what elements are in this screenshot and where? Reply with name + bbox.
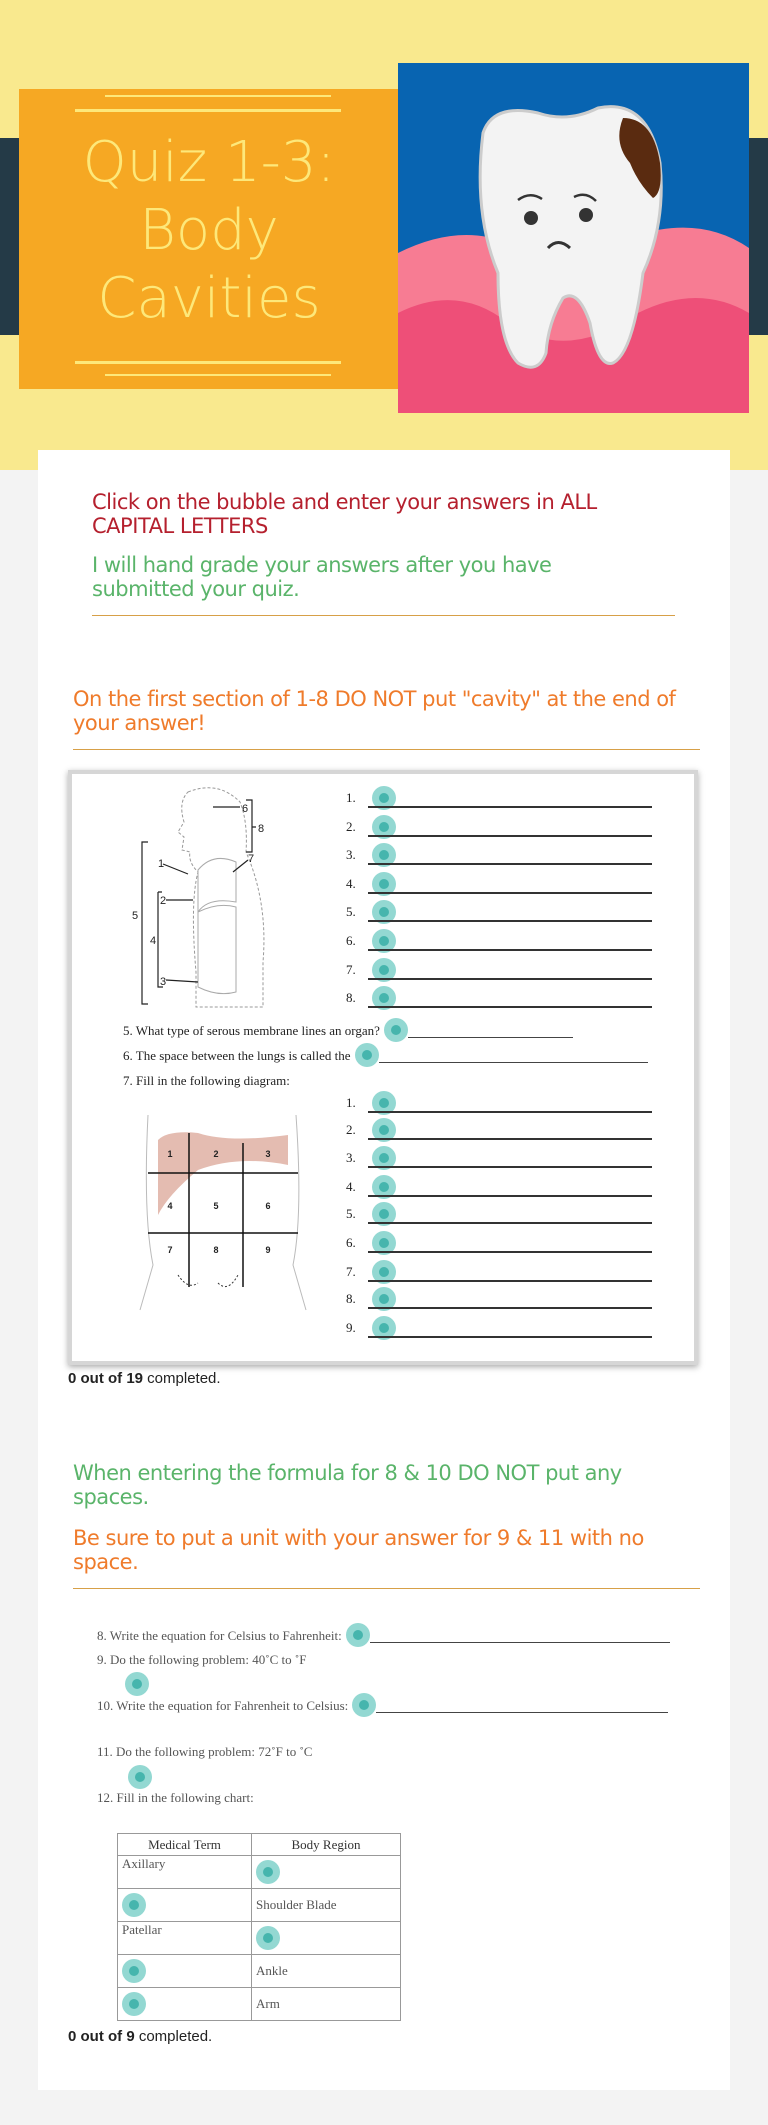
- answer-line: [376, 1712, 668, 1713]
- answer-line: [368, 835, 652, 837]
- answer-line: [368, 920, 652, 922]
- body-label: 4: [150, 935, 157, 947]
- answer-row: [68, 1148, 698, 1172]
- item-number: 1.: [346, 790, 356, 805]
- region-label: 4: [167, 1201, 173, 1211]
- answer-line: [368, 1195, 652, 1197]
- table-cell: [252, 1922, 401, 1955]
- item-number: 8.: [346, 1291, 356, 1306]
- item-number: 2.: [346, 1122, 356, 1137]
- title-rule: [105, 95, 331, 97]
- question-6-row: [123, 1043, 648, 1067]
- worksheet-temperature: [68, 1615, 698, 2015]
- worksheet-body-cavities: [68, 770, 698, 1365]
- question-5: 5. What type of serous membrane lines an organ?: [123, 1023, 380, 1038]
- region-label: 7: [167, 1245, 173, 1255]
- answer-line: [370, 1642, 670, 1643]
- answer-row: [68, 845, 698, 869]
- answer-row: [68, 788, 698, 812]
- answer-row: [68, 988, 698, 1012]
- title-line: Cavities: [97, 266, 321, 331]
- question-6: 6. The space between the lungs is called the: [123, 1048, 351, 1063]
- body-label: 7: [248, 853, 255, 865]
- answer-bubble[interactable]: [122, 1992, 146, 2016]
- item-number: 7.: [346, 962, 356, 977]
- title-rule: [75, 109, 341, 112]
- item-number: 6.: [346, 933, 356, 948]
- answer-row: [68, 1093, 698, 1117]
- answer-bubble[interactable]: [256, 1926, 280, 1950]
- title-line: Body: [139, 198, 279, 263]
- table-cell: [252, 1856, 401, 1889]
- question-11: 11. Do the following problem: 72˚F to ˚C: [97, 1744, 313, 1759]
- table-row: [118, 1955, 401, 1988]
- answer-line: [368, 1251, 652, 1253]
- item-number: 3.: [346, 847, 356, 862]
- body-label: 3: [160, 976, 167, 988]
- answer-line: [368, 1280, 652, 1282]
- answer-row: [68, 931, 698, 955]
- item-number: 9.: [346, 1320, 356, 1335]
- answer-line: [368, 1111, 652, 1113]
- answer-bubble[interactable]: [122, 1959, 146, 1983]
- divider: [92, 615, 675, 616]
- item-number: 3.: [346, 1150, 356, 1165]
- question-8: 8. Write the equation for Celsius to Fahrenheit:: [97, 1628, 342, 1643]
- answer-row: [68, 960, 698, 984]
- region-label: 6: [265, 1201, 271, 1211]
- answer-row: [68, 1233, 698, 1257]
- region-label: 2: [213, 1149, 219, 1159]
- body-label: 6: [242, 803, 249, 815]
- answer-row: [68, 1262, 698, 1286]
- question-5-row: [123, 1018, 573, 1042]
- answer-line: [368, 892, 652, 894]
- answer-line: [368, 1138, 652, 1140]
- question-9: 9. Do the following problem: 40˚C to ˚F: [97, 1652, 307, 1667]
- answer-bubble[interactable]: [122, 1893, 146, 1917]
- answer-bubble-q8[interactable]: [346, 1623, 370, 1647]
- title-line: Quiz 1-3:: [82, 130, 336, 195]
- section1-note: On the first section of 1-8 DO NOT put "cavity" at the end of your answer!: [73, 687, 676, 735]
- answer-row: [68, 1204, 698, 1228]
- column-header: Body Region: [252, 1834, 401, 1856]
- table-cell: Shoulder Blade: [252, 1889, 401, 1922]
- item-number: 7.: [346, 1264, 356, 1279]
- table-row: [118, 1889, 401, 1922]
- answer-line: [379, 1062, 648, 1063]
- divider: [73, 749, 700, 750]
- body-label: 5: [132, 910, 139, 922]
- progress-count: 0 out of 19: [68, 1370, 144, 1387]
- item-number: 4.: [346, 1179, 356, 1194]
- table-cell: [118, 1988, 252, 2021]
- answer-line: [368, 806, 652, 808]
- table-cell: [118, 1955, 252, 1988]
- answer-line: [368, 1222, 652, 1224]
- table-row: [118, 1856, 401, 1889]
- answer-row: [68, 902, 698, 926]
- title-box: [19, 89, 399, 389]
- answer-line: [368, 1166, 652, 1168]
- item-number: 1.: [346, 1095, 356, 1110]
- divider: [73, 1588, 700, 1589]
- item-number: 5.: [346, 1206, 356, 1221]
- progress-status-1: [68, 1370, 221, 1387]
- item-number: 8.: [346, 990, 356, 1005]
- tooth-illustration: [398, 63, 749, 413]
- section2-note-formula: When entering the formula for 8 & 10 DO NOT put any spaces.: [73, 1461, 622, 1509]
- answer-bubble[interactable]: [256, 1860, 280, 1884]
- column-header: Medical Term: [118, 1834, 252, 1856]
- answer-line: [368, 863, 652, 865]
- item-number: 5.: [346, 904, 356, 919]
- answer-line: [368, 949, 652, 951]
- item-number: 2.: [346, 819, 356, 834]
- answer-row: [68, 1318, 698, 1342]
- answer-bubble-q11[interactable]: [128, 1765, 152, 1789]
- question-10-row: [97, 1693, 668, 1717]
- answer-row: [68, 1177, 698, 1201]
- answer-line: [368, 1336, 652, 1338]
- table-row: [118, 1922, 401, 1955]
- progress-suffix: completed.: [134, 2028, 213, 2045]
- title-rule: [75, 361, 341, 364]
- item-number: 6.: [346, 1235, 356, 1250]
- question-10: 10. Write the equation for Fahrenheit to Celsius:: [97, 1698, 349, 1713]
- medical-term-chart: [117, 1833, 401, 2021]
- table-cell: [118, 1889, 252, 1922]
- answer-line: [408, 1037, 573, 1038]
- question-12: 12. Fill in the following chart:: [97, 1790, 254, 1805]
- table-row: [118, 1988, 401, 2021]
- body-label: 2: [160, 895, 167, 907]
- answer-row: [68, 1289, 698, 1313]
- answer-row: [68, 1120, 698, 1144]
- body-label: 1: [158, 858, 165, 870]
- answer-row: [68, 817, 698, 841]
- item-number: 4.: [346, 876, 356, 891]
- progress-status-2: [68, 2028, 212, 2045]
- table-cell: Patellar: [118, 1922, 252, 1955]
- title-rule: [105, 374, 331, 376]
- progress-suffix: completed.: [143, 1370, 221, 1387]
- region-label: 5: [213, 1201, 219, 1211]
- answer-bubble-q6[interactable]: [355, 1043, 379, 1067]
- answer-line: [368, 1006, 652, 1008]
- answer-row: [68, 874, 698, 898]
- region-label: 8: [213, 1245, 219, 1255]
- page-title: [19, 129, 399, 333]
- answer-bubble-q5[interactable]: [384, 1018, 408, 1042]
- region-label: 1: [167, 1149, 173, 1159]
- instruction-hand-grade: I will hand grade your answers after you have submitted your quiz.: [92, 553, 552, 601]
- question-7: 7. Fill in the following diagram:: [123, 1073, 290, 1088]
- answer-line: [368, 1307, 652, 1309]
- table-cell: Axillary: [118, 1856, 252, 1889]
- answer-line: [368, 978, 652, 980]
- section2-note-units: Be sure to put a unit with your answer for 9 & 11 with no space.: [73, 1526, 644, 1574]
- progress-count: 0 out of 9: [68, 2028, 135, 2045]
- answer-bubble-q10[interactable]: [352, 1693, 376, 1717]
- body-label: 8: [258, 823, 265, 835]
- region-label: 9: [265, 1245, 271, 1255]
- instruction-capital-letters: Click on the bubble and enter your answers in ALL CAPITAL LETTERS: [92, 490, 597, 538]
- question-8-row: [97, 1623, 670, 1647]
- table-cell: Arm: [252, 1988, 401, 2021]
- region-label: 3: [265, 1149, 271, 1159]
- table-cell: Ankle: [252, 1955, 401, 1988]
- table-header-row: [118, 1834, 401, 1856]
